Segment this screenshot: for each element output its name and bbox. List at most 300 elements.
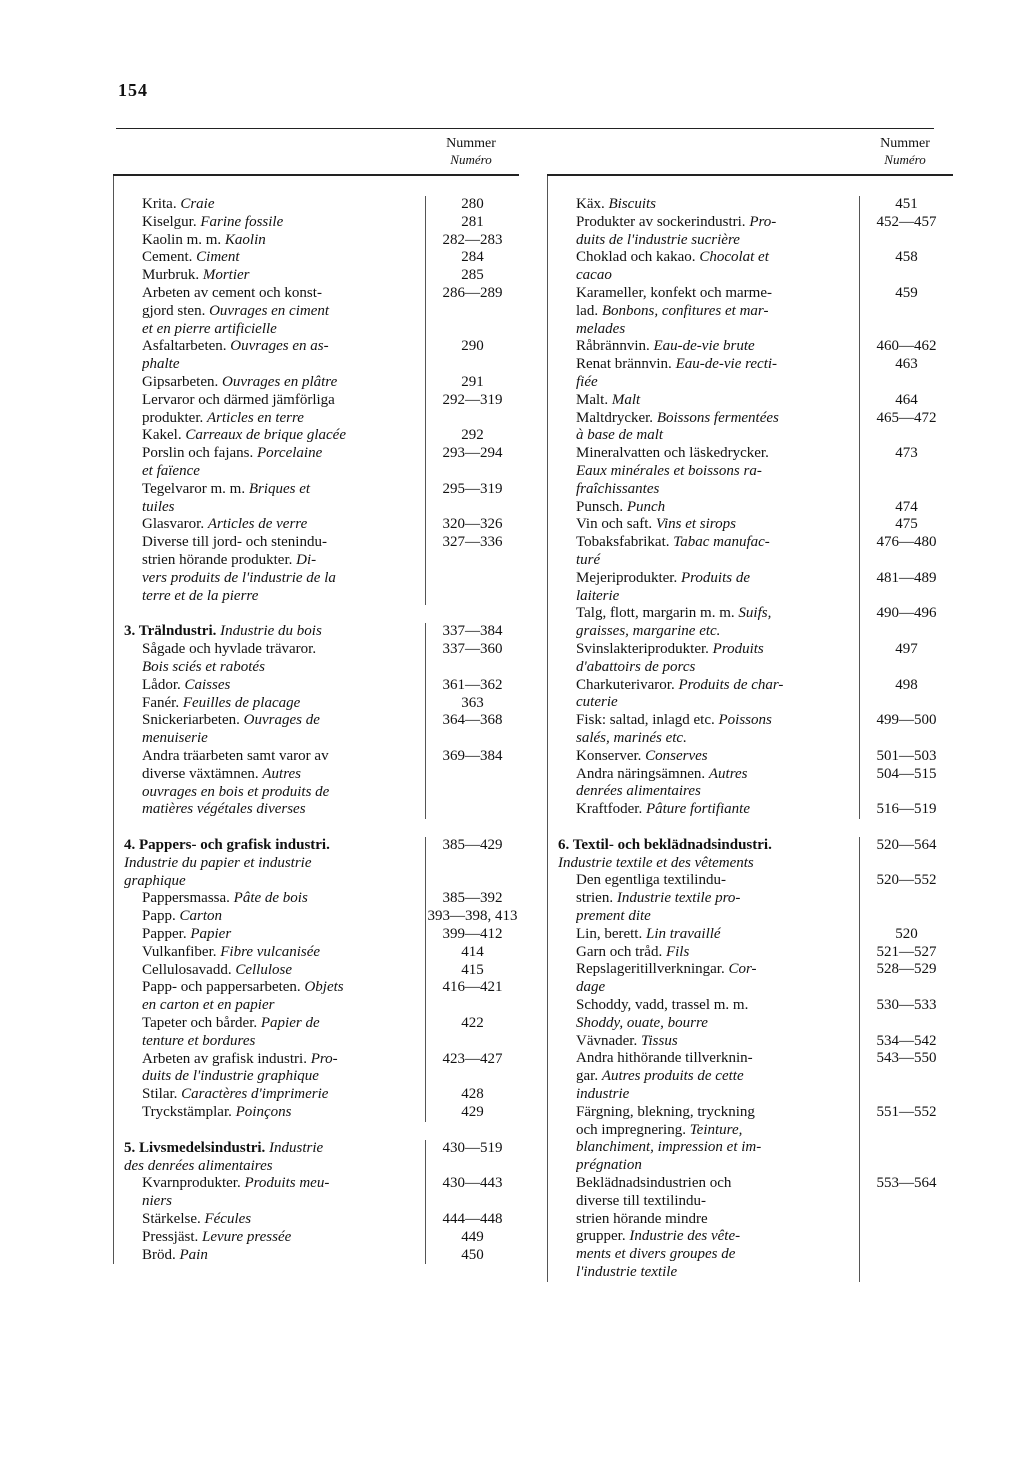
- entry-number: 481—489: [876, 569, 937, 586]
- entry-line: Gipsarbeten. Ouvrages en plâtre: [142, 373, 338, 390]
- entry-text: [114, 944, 426, 962]
- entry-number: 399—412: [442, 926, 503, 943]
- entry-number: 428: [461, 1086, 484, 1103]
- entry-number: 534—542: [876, 1032, 937, 1049]
- entry-line: Stärkelse. Fécules: [142, 1211, 252, 1228]
- entry-number: 451: [895, 196, 918, 212]
- entry-line: Garn och tråd. Fils: [576, 943, 690, 960]
- section-heading-entry: [114, 623, 519, 641]
- header-label-swedish: Nummer: [446, 136, 496, 151]
- entry-text: [548, 926, 860, 944]
- entry-number: 463: [895, 356, 918, 373]
- index-entry: [114, 1211, 519, 1229]
- index-entry: [548, 997, 953, 1033]
- entry-line: Vin och saft. Vins et sirops: [576, 516, 736, 533]
- index-entry: [548, 516, 953, 534]
- entry-line: Charkuterivaror. Produits de char-: [576, 676, 784, 693]
- entry-number: 282—283: [442, 231, 503, 248]
- entry-line: Porslin och fajans. Porcelaine: [142, 445, 323, 462]
- entry-number: 516—519: [876, 801, 937, 818]
- entry-line: ouvrages en bois et produits de: [142, 783, 330, 800]
- entry-line: Vävnader. Tissus: [576, 1032, 678, 1049]
- entry-line: 5. Livsmedelsindustri. Industrie: [124, 1139, 324, 1156]
- entry-number: 337—360: [442, 641, 503, 658]
- index-entry: [548, 338, 953, 356]
- entry-line: Den egentliga textilindu-: [576, 872, 726, 889]
- entry-text: [114, 1175, 426, 1211]
- entry-line: Kiselgur. Farine fossile: [142, 213, 284, 230]
- section-gap: [114, 1122, 519, 1140]
- index-entry: [114, 695, 519, 713]
- index-entry: [548, 961, 953, 997]
- entry-line: salés, marinés etc.: [576, 729, 687, 746]
- entry-text: [114, 1247, 426, 1265]
- entry-line: tenture et bordures: [142, 1032, 256, 1049]
- entry-line: grupper. Industrie des vête-: [576, 1228, 741, 1245]
- entry-number: 520—564: [876, 836, 937, 853]
- index-entry: [548, 249, 953, 285]
- entry-line: Kaolin m. m. Kaolin: [142, 231, 266, 248]
- entry-text: [114, 1086, 426, 1104]
- index-entry: [548, 712, 953, 748]
- entry-line: 6. Textil- och beklädnadsindustri.: [558, 836, 772, 853]
- index-entry: [548, 392, 953, 410]
- header-label-french: Numéro: [450, 152, 492, 167]
- entry-line: gjord sten. Ouvrages en ciment: [142, 302, 330, 319]
- entry-line: ments et divers groupes de: [576, 1246, 736, 1263]
- top-rule: [116, 128, 934, 129]
- entry-line: duits de l'industrie graphique: [142, 1068, 319, 1085]
- entry-line: fiée: [576, 373, 598, 390]
- entry-text: [548, 410, 860, 446]
- index-entry: [548, 677, 953, 713]
- index-entry: [114, 962, 519, 980]
- entry-text: [114, 1104, 426, 1122]
- entry-text: [114, 712, 426, 748]
- index-entry: [548, 445, 953, 498]
- entry-line: Malt. Malt: [576, 391, 641, 408]
- entry-number: 364—368: [442, 712, 503, 729]
- entry-line: Tapeter och bårder. Papier de: [142, 1015, 320, 1032]
- entry-text: [114, 979, 426, 1015]
- entry-line: Renat brännvin. Eau-de-vie recti-: [576, 356, 778, 373]
- entry-number: 475: [895, 516, 918, 533]
- entry-line: et en pierre artificielle: [142, 320, 277, 337]
- index-entry: [548, 214, 953, 250]
- index-entry: [114, 748, 519, 819]
- index-entry: [114, 926, 519, 944]
- entry-line: Asfaltarbeten. Ouvrages en as-: [142, 338, 329, 355]
- entry-text: [114, 1140, 426, 1176]
- index-entry: [548, 926, 953, 944]
- entry-number: 497: [895, 640, 918, 657]
- entry-line: Choklad och kakao. Chocolat et: [576, 249, 769, 266]
- entry-number: 361—362: [442, 676, 503, 693]
- entry-number: 423—427: [442, 1050, 503, 1067]
- entry-line: Industrie textile et des vêtements: [558, 854, 754, 871]
- entry-number: 476—480: [876, 534, 937, 551]
- entry-line: terre et de la pierre: [142, 587, 259, 604]
- entry-number: 430—443: [442, 1175, 503, 1192]
- entry-number: 490—496: [876, 605, 937, 622]
- entry-line: Schoddy, vadd, trassel m. m.: [576, 997, 749, 1014]
- entry-line: duits de l'industrie sucrière: [576, 231, 740, 248]
- index-entry: [114, 516, 519, 534]
- entry-line: Industrie du papier et industrie: [124, 854, 312, 871]
- column-header: [113, 130, 519, 176]
- entry-text: [548, 570, 860, 606]
- entry-text: [114, 1211, 426, 1229]
- index-entry: [114, 944, 519, 962]
- number-column-header: [859, 136, 951, 168]
- index-entry: [114, 1247, 519, 1265]
- entry-text: [114, 427, 426, 445]
- index-list-left: [113, 176, 519, 1264]
- column-header: [547, 130, 953, 176]
- entry-number: 327—336: [442, 534, 503, 551]
- entry-number: 293—294: [442, 445, 503, 462]
- entry-line: turé: [576, 551, 601, 568]
- entry-number: 553—564: [876, 1175, 937, 1192]
- entry-number: 337—384: [442, 623, 503, 640]
- entry-number: 295—319: [442, 480, 503, 497]
- entry-text: [114, 623, 426, 641]
- index-entry: [114, 677, 519, 695]
- entry-text: [548, 1033, 860, 1051]
- entry-number: 415: [461, 961, 484, 978]
- entry-line: Glasvaror. Articles de verre: [142, 516, 308, 533]
- entry-number: 290: [461, 338, 484, 355]
- index-entry: [114, 712, 519, 748]
- entry-line: Cement. Ciment: [142, 249, 240, 266]
- entry-text: [114, 534, 426, 605]
- entry-text: [114, 338, 426, 374]
- entry-text: [114, 214, 426, 232]
- entry-text: [548, 1050, 860, 1103]
- entry-text: [114, 267, 426, 285]
- entry-text: [114, 641, 426, 677]
- index-entry: [114, 1086, 519, 1104]
- entry-text: [114, 1015, 426, 1051]
- entry-line: Kakel. Carreaux de brique glacée: [142, 427, 346, 444]
- entry-text: [548, 249, 860, 285]
- index-entry: [548, 801, 953, 819]
- entry-line: prégnation: [576, 1157, 642, 1174]
- entry-line: Produkter av sockerindustri. Pro-: [576, 213, 777, 230]
- entry-line: Tobaksfabrikat. Tabac manufac-: [576, 534, 770, 551]
- entry-line: Råbrännvin. Eau-de-vie brute: [576, 338, 755, 355]
- entry-line: Bois sciés et rabotés: [142, 658, 265, 675]
- entry-line: cacao: [576, 267, 612, 284]
- entry-text: [548, 445, 860, 498]
- index-entry: [114, 285, 519, 338]
- entry-number: 286—289: [442, 284, 503, 301]
- entry-text: [114, 516, 426, 534]
- entry-line: dage: [576, 979, 606, 996]
- entry-line: l'industrie textile: [576, 1264, 678, 1281]
- entry-number: 473: [895, 445, 918, 462]
- entry-line: Beklädnadsindustrien och: [576, 1175, 732, 1192]
- entry-line: fraîchissantes: [576, 480, 660, 497]
- index-list-right: [547, 176, 953, 1282]
- entry-number: 504—515: [876, 765, 937, 782]
- entry-text: [114, 926, 426, 944]
- index-entry: [114, 427, 519, 445]
- index-entry: [548, 196, 953, 214]
- page-number: 154: [118, 80, 148, 100]
- entry-text: [114, 908, 426, 926]
- index-entry: [548, 748, 953, 766]
- entry-line: Arbeten av cement och konst-: [142, 284, 322, 301]
- entry-text: [114, 232, 426, 250]
- entry-line: 4. Pappers- och grafisk industri.: [124, 837, 330, 854]
- entry-number: 450: [461, 1246, 484, 1263]
- entry-number: 551—552: [876, 1103, 937, 1120]
- entry-line: diverse växtämnen. Autres: [142, 765, 301, 782]
- index-entry: [114, 1104, 519, 1122]
- entry-text: [548, 285, 860, 338]
- entry-text: [548, 801, 860, 819]
- entry-number: 414: [461, 943, 484, 960]
- entry-line: Sågade och hyvlade trävaror.: [142, 641, 317, 658]
- entry-text: [548, 766, 860, 802]
- entry-line: Pappersmassa. Pâte de bois: [142, 890, 308, 907]
- entry-text: [114, 890, 426, 908]
- entry-line: och impregnering. Teinture,: [576, 1121, 743, 1138]
- entry-text: [114, 1051, 426, 1087]
- index-entry: [548, 872, 953, 925]
- entry-line: Mineralvatten och läskedrycker.: [576, 445, 769, 462]
- index-entry: [114, 1175, 519, 1211]
- entry-number: 452—457: [876, 213, 937, 230]
- entry-text: [548, 997, 860, 1033]
- header-label-swedish: Nummer: [880, 136, 930, 151]
- index-entry: [114, 338, 519, 374]
- entry-number: 369—384: [442, 747, 503, 764]
- entry-number: 284: [461, 249, 484, 266]
- index-entry: [548, 605, 953, 641]
- index-entry: [114, 232, 519, 250]
- entry-line: Murbruk. Mortier: [142, 267, 250, 284]
- entry-line: niers: [142, 1193, 172, 1210]
- entry-text: [114, 481, 426, 517]
- entry-line: Diverse till jord- och stenindu-: [142, 534, 327, 551]
- entry-text: [548, 534, 860, 570]
- index-entry: [548, 641, 953, 677]
- index-entry: [548, 285, 953, 338]
- entry-line: et faïence: [142, 462, 200, 479]
- index-entry: [114, 908, 519, 926]
- entry-line: tuiles: [142, 498, 175, 515]
- entry-line: 3. Trälndustri. Industrie du bois: [124, 623, 322, 640]
- section-gap: [114, 819, 519, 837]
- entry-number: 430—519: [442, 1139, 503, 1156]
- index-entry: [114, 481, 519, 517]
- entry-line: Andra hithörande tillverknin-: [576, 1050, 753, 1067]
- entry-line: phalte: [142, 356, 180, 373]
- right-column: [547, 130, 953, 1282]
- entry-line: Lådor. Caisses: [142, 676, 231, 693]
- entry-text: [548, 338, 860, 356]
- entry-text: [114, 962, 426, 980]
- entry-line: cuterie: [576, 694, 618, 711]
- entry-number: 363: [461, 694, 484, 711]
- entry-line: graphique: [124, 872, 186, 889]
- entry-line: menuiserie: [142, 730, 208, 747]
- entry-number: 499—500: [876, 712, 937, 729]
- entry-text: [114, 677, 426, 695]
- entry-line: Cellulosavadd. Cellulose: [142, 961, 292, 978]
- entry-number: 281: [461, 213, 484, 230]
- entry-number: 292—319: [442, 391, 503, 408]
- entry-text: [548, 356, 860, 392]
- entry-number: 292: [461, 427, 484, 444]
- entry-number: 291: [461, 373, 484, 390]
- entry-text: [548, 677, 860, 713]
- index-entry: [114, 641, 519, 677]
- entry-text: [548, 605, 860, 641]
- entry-line: vers produits de l'industrie de la: [142, 569, 336, 586]
- index-entry: [548, 570, 953, 606]
- entry-line: industrie: [576, 1086, 630, 1103]
- entry-line: Papper. Papier: [142, 926, 232, 943]
- index-entry: [548, 1104, 953, 1175]
- entry-text: [548, 1104, 860, 1175]
- index-entry: [114, 890, 519, 908]
- entry-line: laiterie: [576, 587, 620, 604]
- entry-line: Eaux minérales et boissons ra-: [576, 462, 762, 479]
- entry-line: des denrées alimentaires: [124, 1157, 273, 1174]
- entry-line: Arbeten av grafisk industri. Pro-: [142, 1050, 338, 1067]
- entry-text: [114, 837, 426, 890]
- entry-line: strien hörande produkter. Di-: [142, 551, 317, 568]
- index-entry: [114, 1229, 519, 1247]
- index-entry: [548, 410, 953, 446]
- entry-line: Vulkanfiber. Fibre vulcanisée: [142, 943, 321, 960]
- entry-line: Maltdrycker. Boissons fermentées: [576, 409, 779, 426]
- entry-line: lad. Bonbons, confitures et mar-: [576, 302, 769, 319]
- entry-line: prement dite: [576, 908, 651, 925]
- entry-number: 530—533: [876, 997, 937, 1014]
- entry-text: [114, 392, 426, 428]
- entry-text: [114, 285, 426, 338]
- entry-line: melades: [576, 320, 626, 337]
- number-column-header: [425, 136, 517, 168]
- entry-line: graisses, margarine etc.: [576, 623, 721, 640]
- entry-text: [114, 374, 426, 392]
- entry-number: 385—429: [442, 837, 503, 854]
- entry-text: [548, 837, 860, 873]
- index-entry: [114, 445, 519, 481]
- index-entry: [548, 534, 953, 570]
- entry-line: gar. Autres produits de cette: [576, 1068, 744, 1085]
- index-entry: [548, 1050, 953, 1103]
- entry-line: Pressjäst. Levure pressée: [142, 1228, 292, 1245]
- entry-line: Punsch. Punch: [576, 498, 666, 515]
- entry-line: Talg, flott, margarin m. m. Suifs,: [576, 605, 772, 622]
- entry-number: 543—550: [876, 1050, 937, 1067]
- header-label-french: Numéro: [884, 152, 926, 167]
- entry-line: produkter. Articles en terre: [142, 409, 304, 426]
- index-entry: [548, 944, 953, 962]
- entry-number: 465—472: [876, 409, 937, 426]
- entry-text: [548, 1175, 860, 1282]
- entry-number: 449: [461, 1228, 484, 1245]
- entry-number: 285: [461, 267, 484, 284]
- index-entry: [114, 249, 519, 267]
- entry-line: Papp- och pappersarbeten. Objets: [142, 979, 344, 996]
- entry-line: Lin, berett. Lin travaillé: [576, 925, 721, 942]
- index-entry: [114, 374, 519, 392]
- index-entry: [548, 499, 953, 517]
- entry-text: [548, 499, 860, 517]
- entry-line: Bröd. Pain: [142, 1246, 208, 1263]
- entry-line: Tegelvaror m. m. Briques et: [142, 480, 311, 497]
- index-entry: [548, 766, 953, 802]
- entry-text: [548, 392, 860, 410]
- entry-line: Konserver. Conserves: [576, 747, 708, 764]
- entry-number: 416—421: [442, 979, 503, 996]
- entry-text: [548, 641, 860, 677]
- section-heading-entry: [548, 837, 953, 873]
- entry-line: Kvarnprodukter. Produits meu-: [142, 1175, 330, 1192]
- entry-number: 464: [895, 391, 918, 408]
- entry-line: Fanér. Feuilles de placage: [142, 694, 301, 711]
- entry-text: [114, 249, 426, 267]
- entry-number: 520—552: [876, 872, 937, 889]
- entry-line: d'abattoirs de porcs: [576, 658, 696, 675]
- entry-line: Fisk: saltad, inlagd etc. Poissons: [576, 712, 772, 729]
- entry-number: 501—503: [876, 747, 937, 764]
- entry-line: Repslageritillverkningar. Cor-: [576, 961, 757, 978]
- entry-number: 459: [895, 284, 918, 301]
- entry-line: matières végétales diverses: [142, 801, 306, 818]
- index-entry: [548, 1033, 953, 1051]
- entry-number: 320—326: [442, 516, 503, 533]
- entry-text: [548, 748, 860, 766]
- entry-line: Papp. Carton: [142, 908, 223, 925]
- entry-line: Lervaror och därmed jämförliga: [142, 391, 335, 408]
- entry-text: [548, 872, 860, 925]
- entry-number: 280: [461, 196, 484, 212]
- index-entry: [114, 267, 519, 285]
- entry-line: Färgning, blekning, tryckning: [576, 1103, 755, 1120]
- index-entry: [114, 1015, 519, 1051]
- entry-text: [114, 196, 426, 214]
- index-entry: [114, 979, 519, 1015]
- entry-number: 474: [895, 498, 918, 515]
- entry-number: 429: [461, 1104, 484, 1121]
- left-column: [113, 130, 519, 1264]
- entry-number: 444—448: [442, 1211, 503, 1228]
- entry-number: 422: [461, 1015, 484, 1032]
- entry-line: Andra träarbeten samt varor av: [142, 747, 329, 764]
- entry-text: [548, 214, 860, 250]
- section-heading-entry: [114, 837, 519, 890]
- entry-text: [548, 196, 860, 214]
- index-entry: [114, 392, 519, 428]
- entry-text: [548, 961, 860, 997]
- entry-text: [548, 516, 860, 534]
- index-entry: [548, 1175, 953, 1282]
- entry-text: [114, 445, 426, 481]
- entry-line: Tryckstämplar. Poinçons: [142, 1104, 292, 1121]
- entry-text: [548, 944, 860, 962]
- entry-line: Shoddy, ouate, bourre: [576, 1014, 708, 1031]
- entry-text: [548, 712, 860, 748]
- entry-text: [114, 748, 426, 819]
- entry-line: strien hörande mindre: [576, 1210, 708, 1227]
